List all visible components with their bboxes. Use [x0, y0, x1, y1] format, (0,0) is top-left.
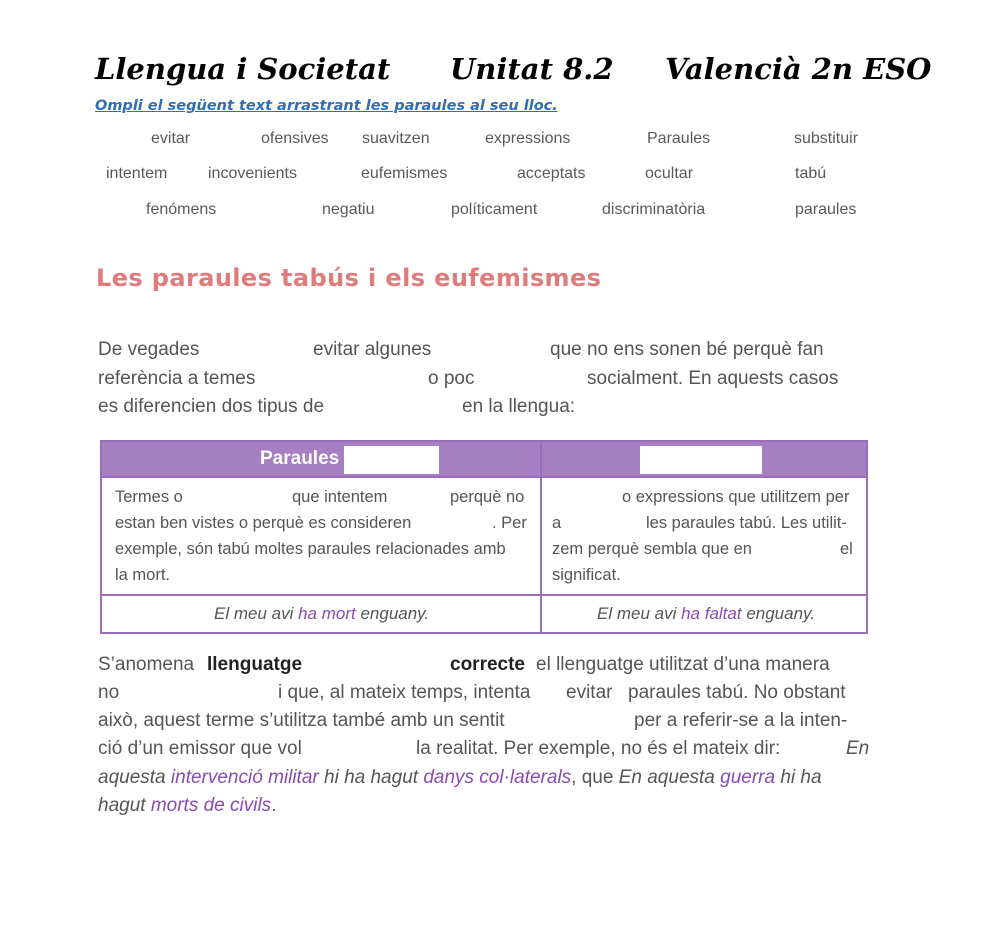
text-fragment: en la llengua:: [462, 396, 576, 417]
text-fragment: S’anomena: [98, 654, 195, 675]
word-bank-item[interactable]: paraules: [795, 201, 857, 218]
text-fragment: llenguatge: [207, 654, 303, 675]
drop-slot[interactable]: [344, 446, 439, 474]
text-fragment: paraules tabú. No obstant: [628, 682, 846, 703]
text-fragment: i que, al mateix temps, intenta: [278, 682, 531, 703]
word-bank-item[interactable]: fenómens: [146, 201, 217, 218]
comparison-table: [100, 440, 868, 634]
word-bank-item[interactable]: substituir: [794, 130, 859, 147]
cell-text: a: [552, 514, 562, 532]
text-fragment: correcte: [450, 654, 525, 675]
text-fragment: o poc: [428, 368, 475, 389]
header-unit: Unitat 8.2: [450, 52, 614, 86]
text-fragment: hagut morts de civils.: [98, 795, 277, 816]
drop-slot[interactable]: [212, 338, 310, 362]
table-header-left-label: Paraules: [260, 448, 340, 469]
text-fragment: es diferencien dos tipus de: [98, 396, 325, 417]
text-fragment: De vegades: [98, 339, 200, 360]
header-subject: Llengua i Societat: [95, 52, 391, 86]
section-title: Les paraules tabús i els eufemismes: [96, 264, 602, 292]
cell-text: Termes o: [115, 488, 183, 506]
cell-text: la mort.: [115, 566, 171, 584]
cell-text: . Per: [492, 514, 527, 532]
text-fragment: socialment. En aquests casos: [587, 368, 839, 389]
text-fragment: el llenguatge utilitzat d’una manera: [536, 654, 830, 675]
cell-text: significat.: [552, 566, 621, 584]
word-bank-item[interactable]: evitar: [151, 130, 191, 147]
drop-slot[interactable]: [640, 446, 762, 474]
text-fragment: per a referir-se a la inten-: [634, 710, 848, 731]
instruction-text: Ompli el següent text arrastrant les paraules al seu lloc.: [95, 98, 558, 114]
cell-text: exemple, són tabú moltes paraules relacionades amb: [115, 540, 506, 558]
table-divider: [540, 442, 542, 632]
drop-slot[interactable]: [482, 367, 584, 391]
text-fragment: evitar algunes: [313, 339, 432, 360]
example-left: El meu avi ha mort enguany.: [214, 604, 430, 623]
drop-slot[interactable]: [124, 681, 274, 705]
table-divider: [102, 476, 866, 478]
word-bank-item[interactable]: negatiu: [322, 201, 375, 218]
word-bank-item[interactable]: Paraules: [647, 130, 711, 147]
cell-text: perquè no: [450, 488, 525, 506]
word-bank-item[interactable]: tabú: [795, 165, 827, 182]
cell-text: les paraules tabú. Les utilit-: [646, 514, 847, 532]
cell-text: que intentem: [292, 488, 388, 506]
drop-slot[interactable]: [455, 338, 547, 362]
table-divider: [102, 594, 866, 596]
word-bank-item[interactable]: expressions: [485, 130, 571, 147]
drop-slot[interactable]: [280, 367, 425, 391]
cell-text: o expressions que utilitzem per: [622, 488, 850, 506]
text-fragment: evitar: [566, 682, 613, 703]
text-fragment: referència a temes: [98, 368, 256, 389]
text-fragment: aquesta intervenció militar hi ha hagut danys col·laterals, que En aquesta guerra hi ha: [98, 767, 822, 788]
text-fragment: que no ens sonen bé perquè fan: [550, 339, 824, 360]
cell-text: el: [840, 540, 853, 558]
word-bank-item[interactable]: acceptats: [517, 165, 586, 182]
drop-slot[interactable]: [358, 395, 460, 419]
word-bank-item[interactable]: intentem: [106, 165, 168, 182]
text-fragment: això, aquest terme s’utilitza també amb un sentit: [98, 710, 505, 731]
drop-slot[interactable]: [318, 653, 444, 677]
word-bank-item[interactable]: ocultar: [645, 165, 694, 182]
header-course: Valencià 2n ESO: [665, 52, 932, 86]
cell-text: zem perquè sembla que en: [552, 540, 752, 558]
text-fragment: no: [98, 682, 120, 703]
word-bank-item[interactable]: incovenients: [208, 165, 297, 182]
text-fragment: ció d’un emissor que vol: [98, 738, 302, 759]
text-fragment: En: [846, 738, 870, 759]
example-right: El meu avi ha faltat enguany.: [597, 604, 816, 623]
worksheet-header: [95, 52, 932, 92]
word-bank-item[interactable]: discriminatòria: [602, 201, 706, 218]
word-bank-item[interactable]: eufemismes: [361, 165, 448, 182]
drop-slot[interactable]: [338, 737, 414, 761]
word-bank-item[interactable]: suavitzen: [362, 130, 430, 147]
word-bank-item[interactable]: políticament: [451, 201, 538, 218]
text-fragment: la realitat. Per exemple, no és el mateix dir:: [416, 738, 781, 759]
word-bank-item[interactable]: ofensives: [261, 130, 329, 147]
cell-text: estan ben vistes o perquè es consideren: [115, 514, 412, 532]
drop-slot[interactable]: [555, 709, 629, 733]
